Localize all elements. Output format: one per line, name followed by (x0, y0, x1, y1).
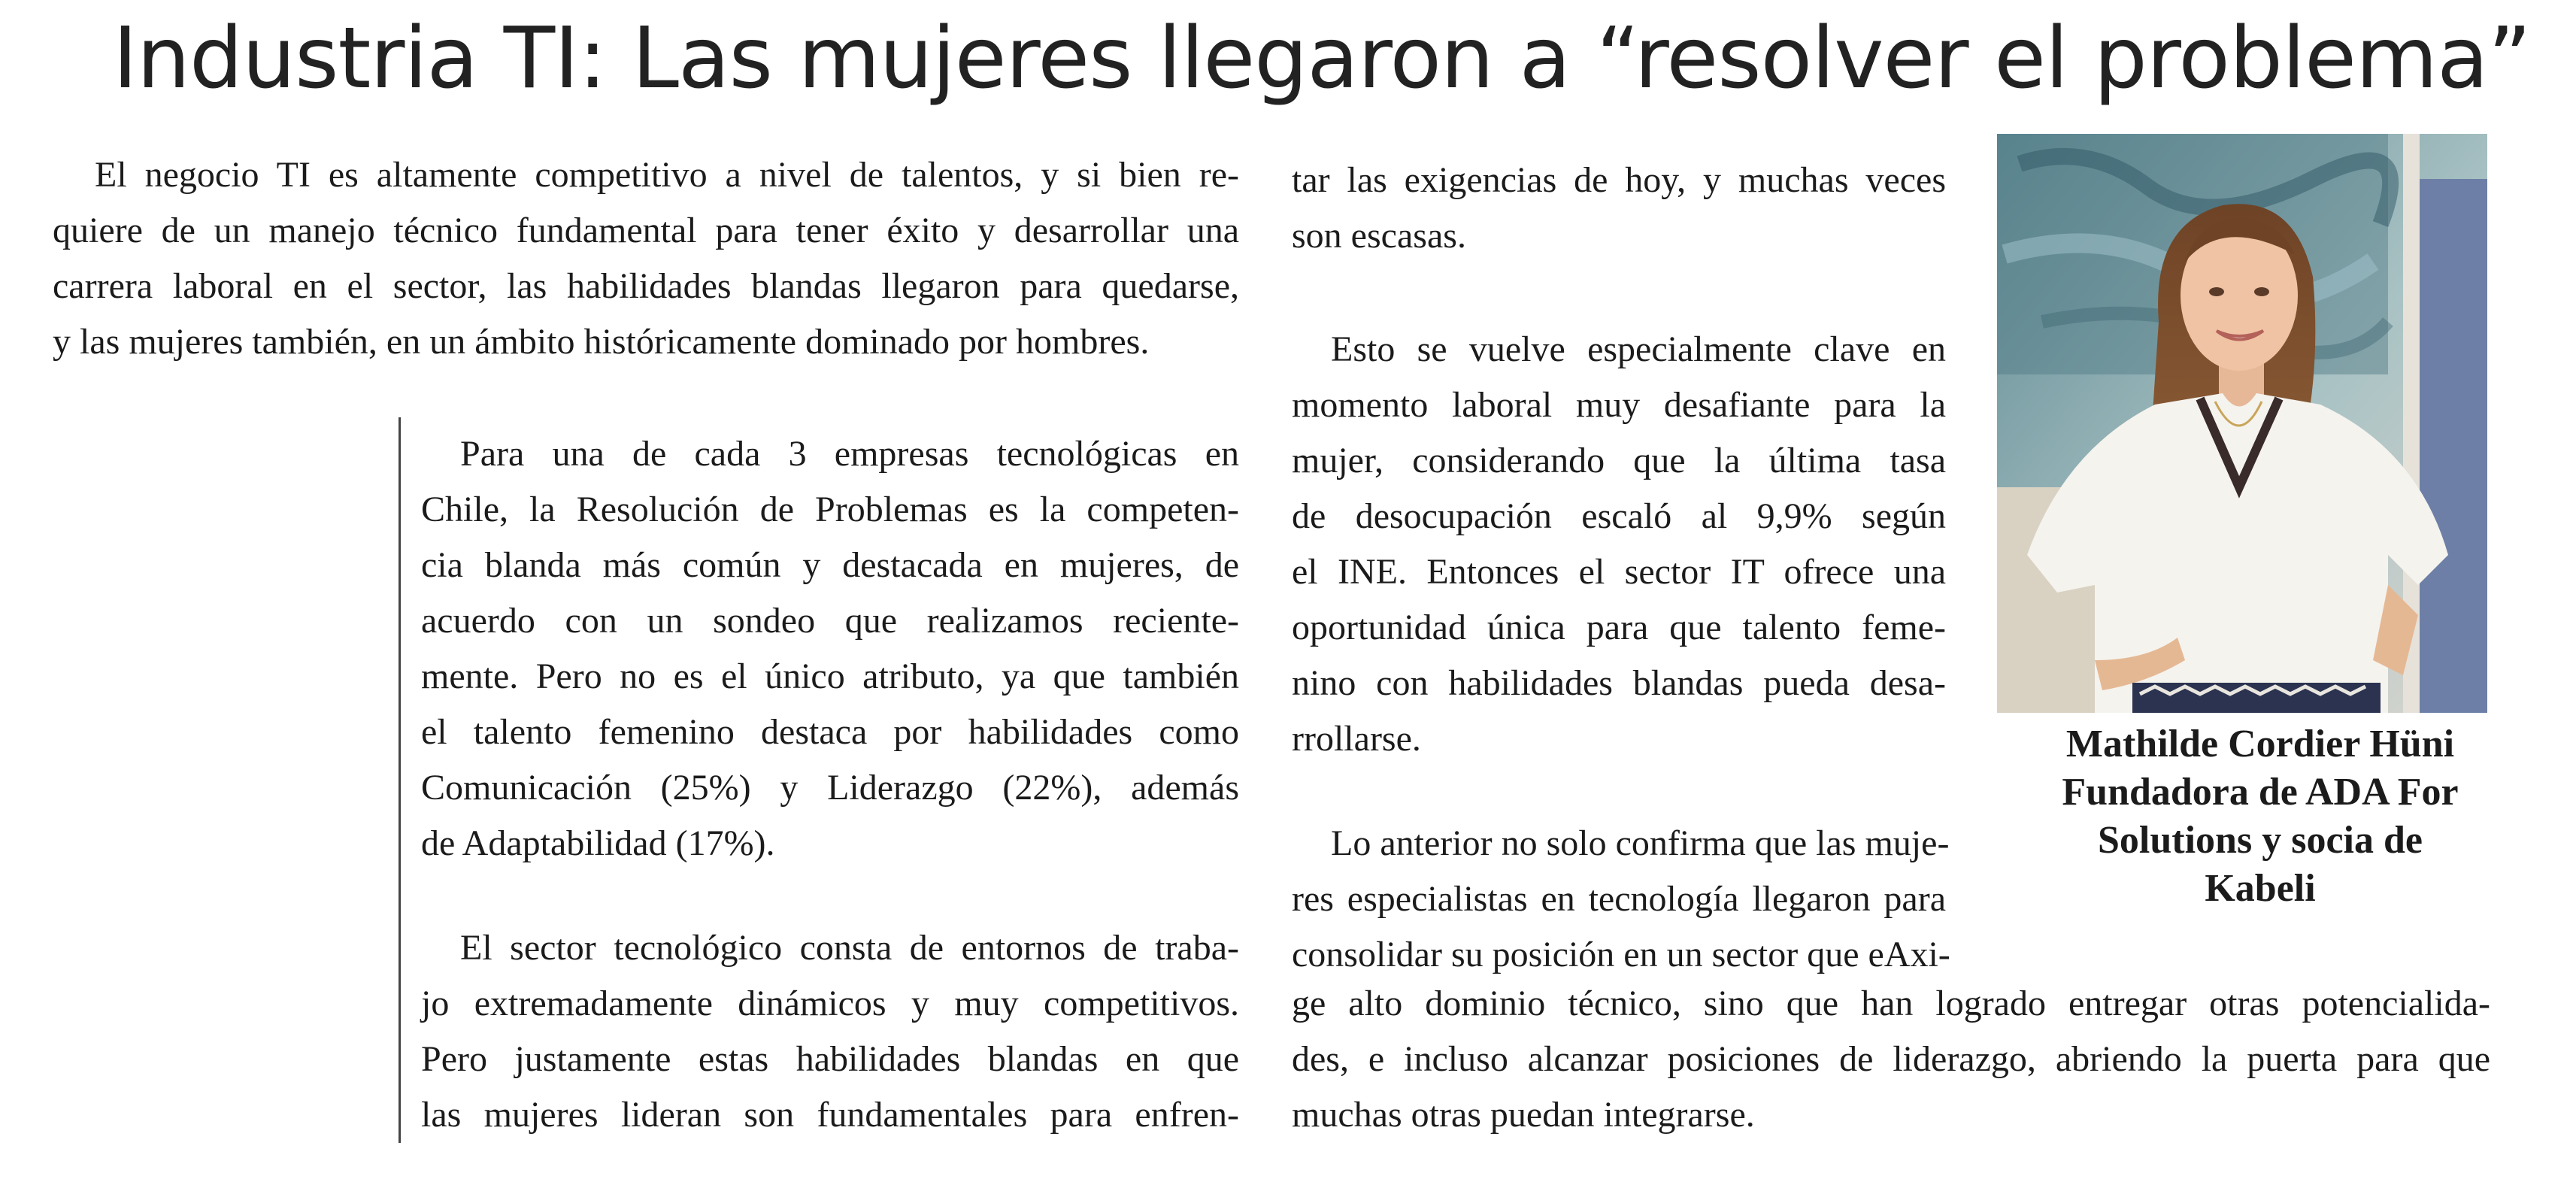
text-line: rrollarse. (1292, 719, 1421, 759)
caption-name: Mathilde Cordier Hüni (2065, 723, 2455, 765)
caption-line: Solutions y socia de (2098, 819, 2423, 862)
text-line: El sector tecnológico consta de entornos de traba- (460, 928, 1239, 968)
text-line: nino con habilidades blandas pueda desa- (1292, 663, 1946, 703)
text-line: y las mujeres también, en un ámbito históricamente dominado por hombres. (53, 322, 1150, 362)
text-line: son escasas. (1292, 216, 1466, 256)
text-line: momento laboral muy desafiante para la (1292, 385, 1946, 425)
intro-paragraph (53, 147, 1239, 370)
col3-paragraph-3 (1292, 816, 1950, 983)
text-line: El negocio TI es altamente competitivo a nivel de talentos, y si bien re- (95, 155, 1239, 195)
text-line: quiere de un manejo técnico fundamental para tener éxito y desarrollar una (53, 211, 1239, 250)
wide-paragraph (1292, 976, 2490, 1143)
text-line: de Adaptabilidad (17%). (421, 823, 775, 863)
text-line: Comunicación (25%) y Liderazgo (22%), además (421, 768, 1239, 808)
col2-paragraph-1 (421, 426, 1239, 871)
text-line: de desocupación escaló al 9,9% según (1292, 496, 1946, 536)
text-line: ge alto dominio técnico, sino que han logrado entregar otras potencialida- (1292, 984, 2490, 1023)
text-line: las mujeres lideran son fundamentales para enfren- (421, 1095, 1239, 1135)
text-line: oportunidad única para que talento feme- (1292, 608, 1946, 647)
text-line: tar las exigencias de hoy, y muchas veces (1292, 160, 1946, 200)
text-line: Para una de cada 3 empresas tecnológicas en (460, 434, 1239, 474)
text-line: muchas otras puedan integrarse. (1292, 1095, 1755, 1135)
text-line: mente. Pero no es el único atributo, ya que también (421, 656, 1239, 696)
text-line: el talento femenino destaca por habilidades como (421, 712, 1239, 752)
text-line: Chile, la Resolución de Problemas es la competen- (421, 489, 1239, 529)
text-line: consolidar su posición en un sector que eAxi- (1292, 935, 1950, 974)
text-line: el INE. Entonces el sector IT ofrece una (1292, 552, 1946, 592)
text-line: Lo anterior no solo confirma que las muje- (1331, 823, 1950, 863)
headline: Industria TI: Las mujeres llegaron a “resolver el problema” (113, 10, 2531, 108)
caption-line: Fundadora de ADA For (2062, 771, 2459, 814)
column-divider (399, 417, 401, 1143)
photo-caption (1997, 720, 2523, 913)
text-line: cia blanda más común y destacada en mujeres, de (421, 545, 1239, 585)
text-line: res especialistas en tecnología llegaron para (1292, 879, 1946, 919)
text-line: des, e incluso alcanzar posiciones de liderazgo, abriendo la puerta para que (1292, 1039, 2490, 1079)
text-line: mujer, considerando que la última tasa (1292, 441, 1946, 480)
portrait-photo (1997, 134, 2487, 713)
col3-paragraph-2 (1292, 322, 1946, 767)
col3-paragraph-1 (1292, 153, 1946, 264)
text-line: Esto se vuelve especialmente clave en (1331, 329, 1946, 369)
caption-line: Kabeli (2205, 867, 2316, 910)
text-line: acuerdo con un sondeo que realizamos reciente- (421, 601, 1239, 641)
col2-paragraph-2 (421, 920, 1239, 1143)
text-line: Pero justamente estas habilidades blandas en que (421, 1039, 1239, 1079)
text-line: carrera laboral en el sector, las habilidades blandas llegaron para quedarse, (53, 266, 1239, 306)
text-line: jo extremadamente dinámicos y muy competitivos. (421, 984, 1239, 1023)
